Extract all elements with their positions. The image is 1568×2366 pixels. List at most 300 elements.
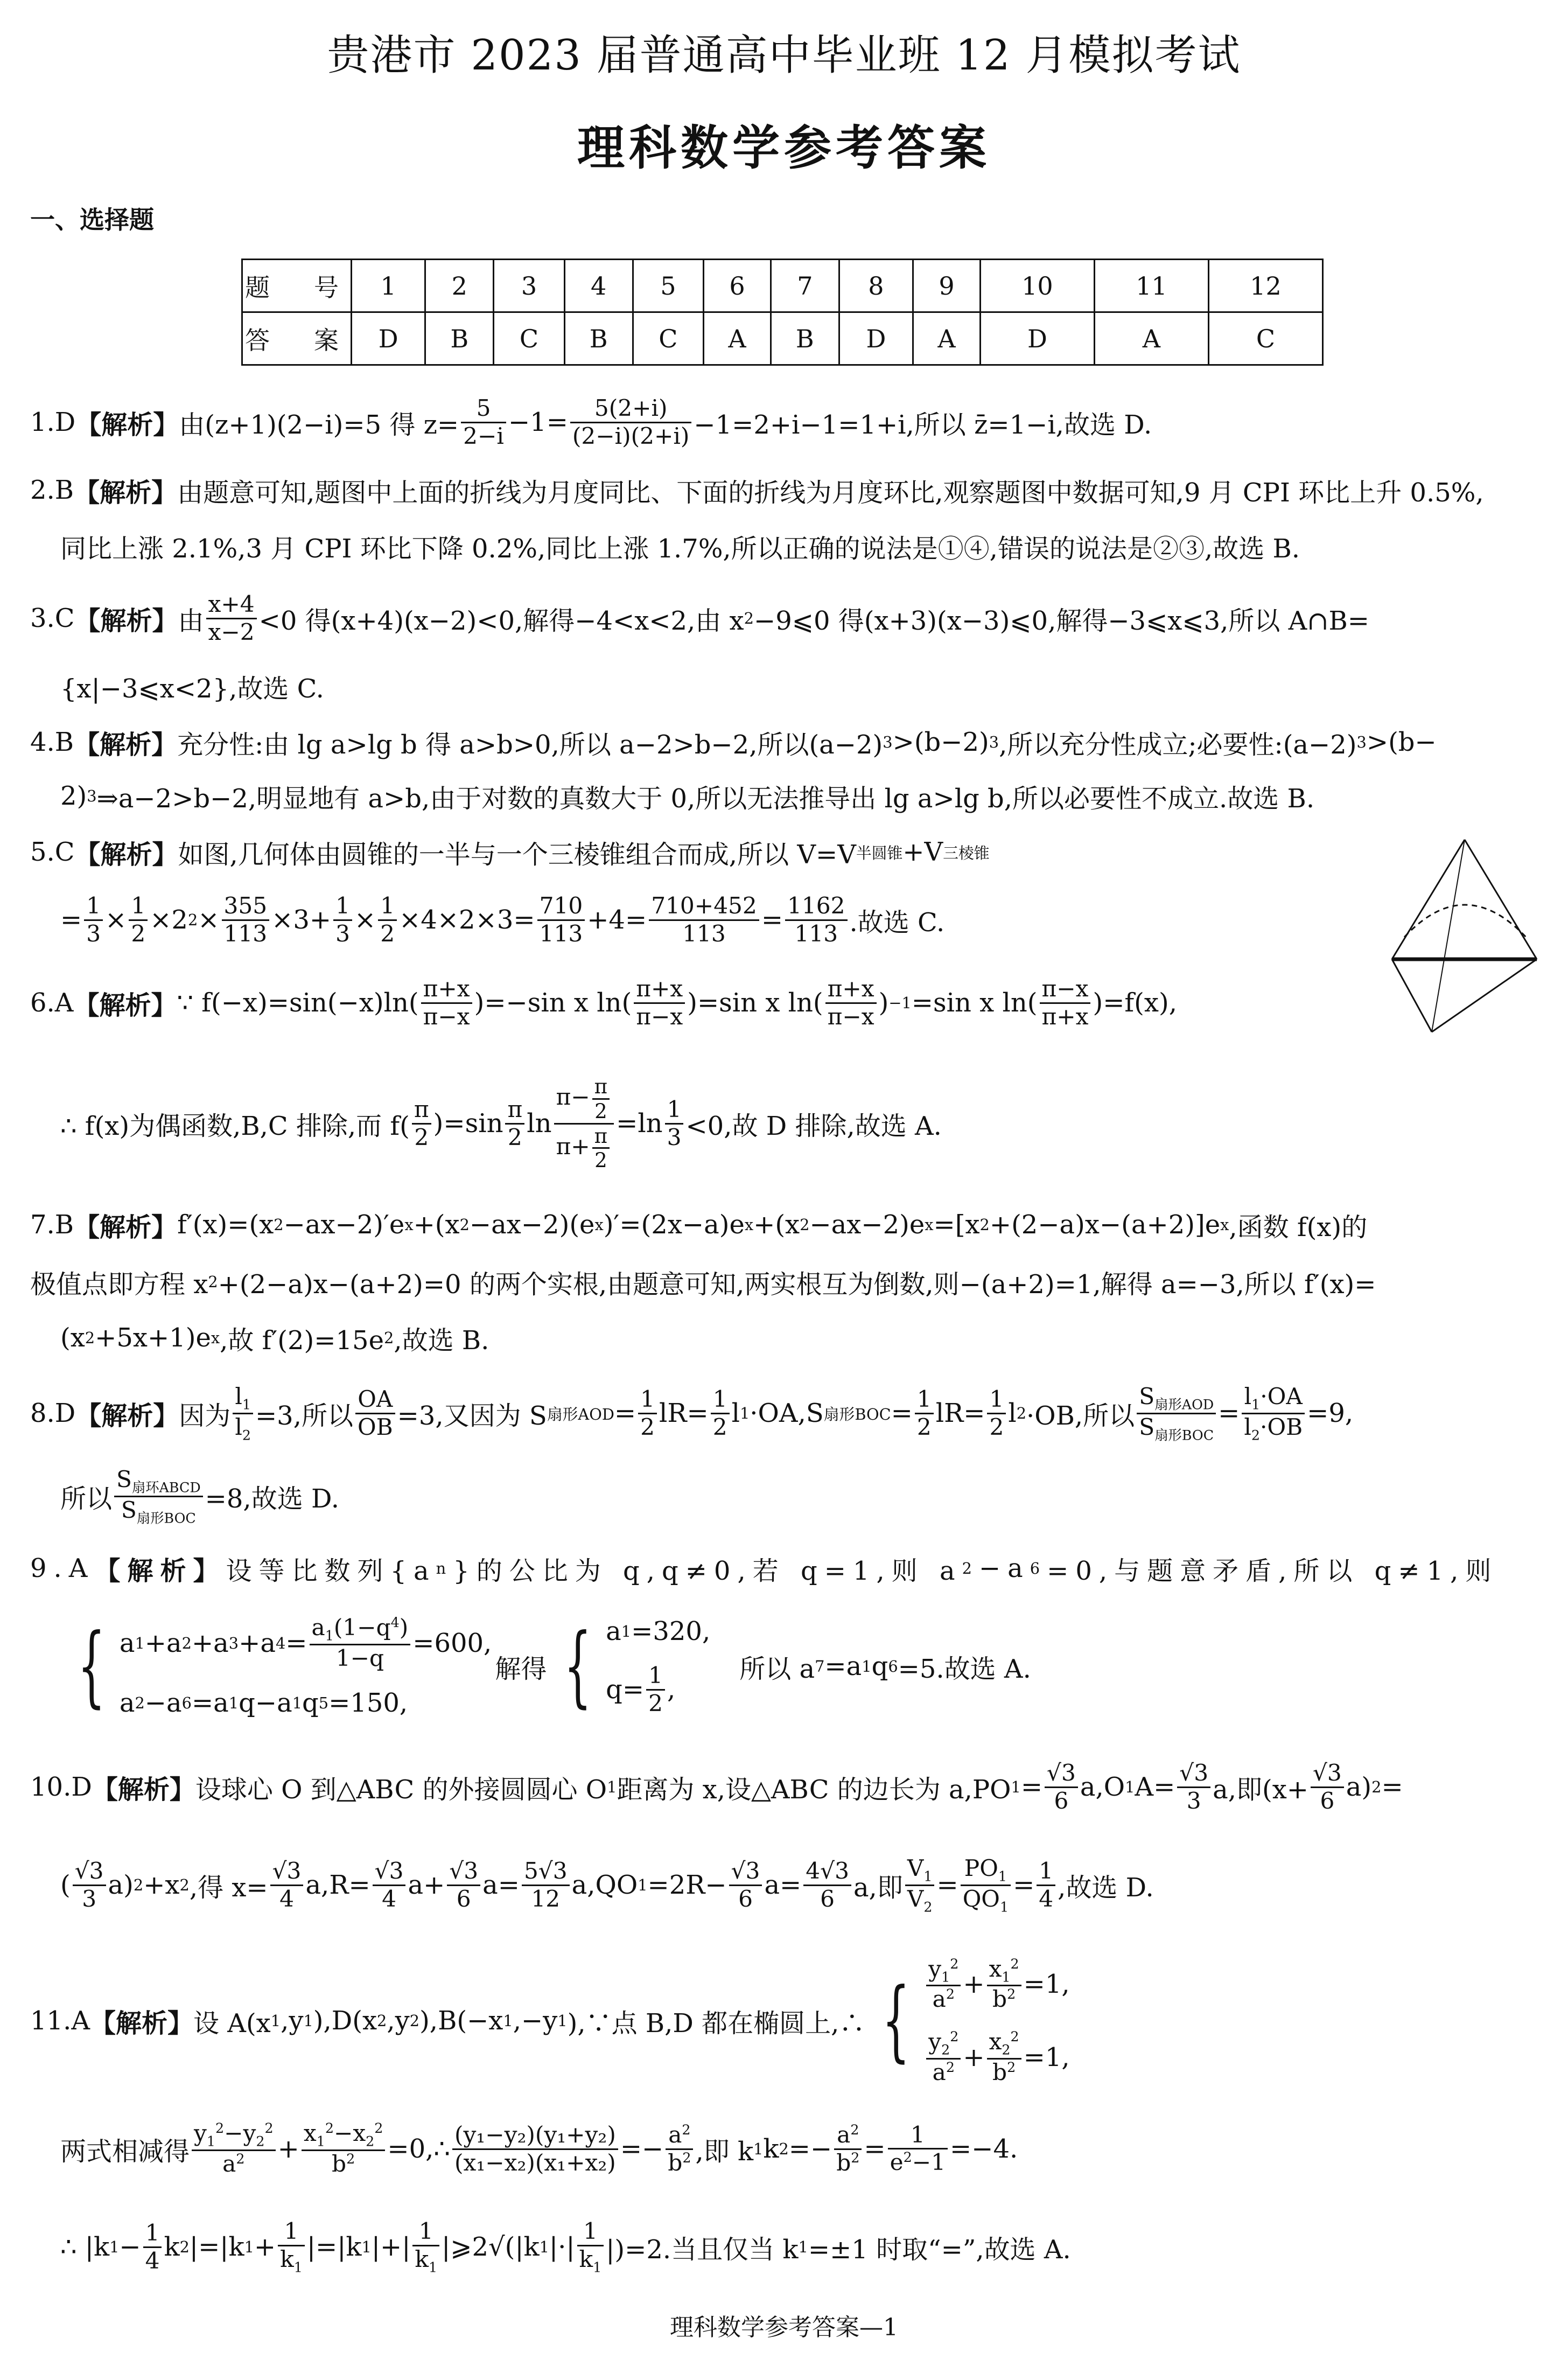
denominator [143,2248,162,2274]
superscript: 2 [950,1955,959,1972]
answer-cell: C [633,312,704,365]
numerator [785,893,847,921]
denominator [278,2246,305,2276]
numerator [577,2218,604,2246]
fraction [987,2029,1021,2085]
subscript: 1 [999,1898,1009,1915]
text-run: l [731,1398,740,1428]
denominator [129,921,148,947]
denominator [666,2150,693,2176]
text-run: a [837,2121,851,2148]
subscript: 半圆锥 [856,843,903,862]
text-run: 同比上涨 2.1%,3 月 CPI 环比下降 0.2%,同比上涨 1.7%,所以正确的说法是①④,错误的说法是②③,故选 B. [60,533,1300,564]
superscript: 3 [883,733,893,751]
subscript: 2 [923,1898,933,1915]
text-run: a,O [1080,1772,1125,1802]
numerator [1037,1858,1055,1886]
text-run: ∴ f(x)为偶函数,B,C 排除,而 f( [60,1111,410,1141]
analysis-label: 【解析】 [75,409,179,440]
fraction [634,976,685,1030]
text-run: =1, [1023,2042,1070,2072]
text-run: =sin x ln( [911,988,1038,1018]
text-run: =0,∴ [387,2134,450,2164]
text-run: 9.A [30,1553,95,1583]
text-run: 7.B [30,1210,74,1240]
text-run: ) [399,1614,409,1641]
text-run: 2−i [463,422,504,449]
numerator [302,2120,386,2151]
text-run: 4 [145,2247,160,2274]
denominator [378,921,397,947]
text-run: 因为 [179,1400,231,1431]
text-run: −x [333,2120,366,2147]
text-run: √3 [731,1857,760,1884]
solution-line [60,1602,1031,1731]
analysis-label: 【解析】 [92,1774,195,1805]
numerator [1137,1384,1216,1414]
text-run: ),B(−x [419,2006,503,2036]
numerator [554,1075,614,1124]
answer-cell: B [425,312,494,365]
denominator [461,423,506,450]
subscript: 1 [293,2259,303,2276]
subscript: 1 [753,2140,764,2158]
text-run: = [60,905,82,935]
text-run: (x [60,1323,85,1353]
text-run: π+ [556,1133,590,1160]
subscript: 1 [135,1634,145,1652]
subscript: 1 [593,2259,602,2276]
subscript: 6 [1030,1559,1047,1578]
text-run: 1 [712,1385,727,1412]
subscript: 1 [361,2238,372,2256]
subscript: 1 [923,1868,933,1885]
analysis-label: 【解析】 [90,2008,194,2039]
superscript: 2 [979,1216,990,1234]
fraction [577,2218,604,2275]
denominator [270,1886,304,1913]
text-run: 由 [178,605,204,636]
analysis-label: 【解析】 [74,839,178,870]
superscript: 3 [1356,733,1367,751]
text-run: a) [1346,1772,1372,1802]
text-run: = [936,1870,958,1900]
text-run: 1−q [335,1645,384,1672]
numerator [84,893,103,921]
fraction [711,1386,730,1440]
fraction [665,1097,684,1150]
text-run: ×3+ [271,905,332,935]
superscript: 2 [682,2149,691,2166]
fraction [421,976,472,1030]
text-run: 距离为 x,设△ABC 的边长为 a,PO [617,1774,1011,1805]
text-run: +x [143,1870,180,1900]
superscript: 2 [946,1986,955,2002]
numerator [987,2029,1021,2060]
fraction [1045,1760,1078,1814]
fraction [1040,976,1091,1030]
superscript: 2 [274,1216,284,1234]
text-run: π [594,1074,608,1099]
answer-cell: D [352,312,425,365]
numerator [987,1386,1006,1414]
superscript: x [1220,1216,1229,1234]
subscript: 1 [303,2012,313,2030]
solution-line [30,965,1177,1041]
subscript: 三棱锥 [943,843,990,862]
answer-cell: A [913,312,981,365]
text-run: +V [902,837,943,867]
fraction [666,2122,693,2176]
text-run: 710 [539,892,583,919]
text-run: ∵ f(−x)=sin(−x)ln( [177,988,419,1018]
subscript: 1 [242,1396,251,1413]
denominator [646,1691,665,1717]
denominator [905,1886,935,1915]
text-run: 5√3 [523,1857,568,1884]
text-run: π+x [423,975,470,1002]
text-run: )=f(x), [1093,988,1177,1018]
denominator [84,921,103,947]
denominator [421,1004,472,1030]
text-run: |+| [371,2232,411,2262]
text-run: =ln [616,1108,663,1139]
question-number-cell: 1 [352,260,425,312]
numerator [310,1615,411,1645]
text-run: π+x [827,975,874,1002]
text-run: )=sin x ln( [687,988,823,1018]
text-run: 由(z+1)(2−i)=5 得 z= [179,409,459,440]
text-run: π−x [827,1003,874,1030]
numerator [834,2122,862,2150]
denominator [834,2150,862,2176]
text-run: 2 [594,1099,607,1123]
superscript: 2 [208,1273,218,1291]
text-run: |=|k [306,2232,362,2262]
text-run: ·OB [1260,1413,1303,1440]
text-run: 113 [794,920,838,947]
text-run: 355 [223,892,268,919]
numerator [537,893,585,921]
text-run: 2 [712,1413,727,1440]
text-run: ),D(x [313,2006,377,2036]
numerator [1177,1760,1210,1788]
text-run: =320, [631,1616,711,1646]
text-run: 6 [738,1885,753,1912]
text-run: q= [606,1674,645,1705]
text-run: 2 [507,1123,522,1150]
denominator [825,1004,877,1030]
fraction [803,1858,851,1912]
fraction [129,893,148,947]
text-run: + [963,1969,985,2000]
analysis-label: 【解析】 [94,1555,226,1586]
text-run: OA [358,1385,393,1412]
superscript: 2 [215,2120,225,2137]
text-run: +(x [413,1210,460,1240]
text-run: π−x [423,1003,470,1030]
text-run: A= [1135,1772,1175,1802]
text-run: ln [527,1108,552,1139]
numerator [926,1956,961,1987]
text-run: b [668,2149,683,2176]
equation-system [868,1956,1069,2086]
text-run: = [761,905,783,935]
text-run: 5.C [30,837,75,867]
text-run: 4 [382,1885,396,1912]
numerator [638,1386,657,1414]
text-run: >(b−2) [892,727,989,757]
denominator [114,1497,203,1526]
denominator [505,1125,524,1151]
text-run: = [1381,1772,1403,1802]
text-run: (1−q [333,1614,391,1641]
superscript: 2 [950,2028,959,2044]
text-run: )=−sin x ln( [474,988,632,1018]
text-run: + [277,2134,299,2164]
denominator [592,1100,610,1123]
text-run: =9, [1307,1398,1354,1428]
text-run: 5 [476,394,491,421]
text-run: 4 [279,1885,294,1912]
system-rows [924,1956,1069,2086]
text-run: = [1218,1398,1240,1428]
fraction [192,2120,276,2177]
superscript: 2 [264,2120,274,2137]
text-run: 2 [916,1413,932,1440]
text-run: −ax−2)′e [283,1210,405,1240]
text-run: 设 A(x [193,2008,271,2039]
question-number-cell: 6 [704,260,771,312]
text-run: 如图,几何体由圆锥的一半与一个三棱锥组合而成,所以 V=V [178,839,856,870]
numerator [412,1097,431,1125]
answer-label: 答 案 [242,312,352,365]
text-run: 1 [131,892,146,919]
superscript: 2 [187,911,198,929]
numerator [233,1384,253,1414]
text-run: = [864,2134,886,2164]
text-run: ( [60,1870,71,1900]
text-run: 1 [380,892,395,919]
question-number-cell: 12 [1208,260,1322,312]
subscript: 扇形BOC [1154,1426,1214,1443]
text-run: π+x [1041,1003,1089,1030]
text-run: 2) [60,781,87,811]
subscript: 1 [998,1868,1007,1885]
numerator [129,893,148,921]
solution-line [60,1458,339,1534]
subscript: 1 [798,2238,808,2256]
text-run: +(2−a)x−(a+2)]e [989,1210,1221,1240]
text-run: a [119,1628,135,1658]
numerator [333,893,352,921]
superscript: 2 [459,1216,470,1234]
denominator [554,1125,614,1172]
text-run: ,y [387,2006,410,2036]
denominator [1037,1886,1055,1913]
superscript: x [594,1216,604,1234]
text-run: ·OB,所以 [1026,1400,1135,1431]
subscript: 1 [1002,1969,1011,1985]
fraction [84,893,103,947]
superscript: −1 [888,994,912,1012]
text-run: a [311,1614,325,1641]
denominator [522,1886,570,1913]
numerator [373,1858,406,1886]
denominator [233,1414,253,1443]
answer-cell: A [1094,312,1208,365]
text-run: lR= [659,1398,709,1428]
text-run: ,−y [513,2006,558,2036]
subscript: 1 [109,2238,120,2256]
text-run: .故选 C. [849,907,945,938]
document-subtitle: 理科数学参考答案 [577,120,991,176]
text-run: 2.B [30,475,74,505]
text-run: |⩾2√(|k [442,2232,540,2262]
text-run: a,即(x+ [1213,1774,1308,1805]
solution-line [60,882,944,958]
fraction [270,1858,304,1912]
numerator [222,893,270,921]
numerator [192,2120,276,2151]
text-run: +a [239,1628,276,1658]
numerator [888,2122,948,2150]
text-run: a [668,2121,682,2148]
text-run: l [1244,1413,1251,1440]
superscript: 2 [1371,1778,1382,1796]
analysis-label: 【解析】 [74,477,178,508]
text-run: lR= [935,1398,985,1428]
text-run: y [928,2028,942,2055]
text-run: × [198,905,220,935]
numerator [905,1855,935,1886]
text-run: =− [620,2134,664,2164]
fraction [592,1125,610,1172]
subscript: 1 [607,1778,617,1796]
subscript: 2 [1002,2041,1011,2058]
text-run: a+ [408,1870,445,1900]
text-run: =− [788,2134,832,2164]
denominator [1177,1788,1210,1814]
text-run: 4 [1039,1885,1054,1912]
text-run: ,故选 B. [394,1325,489,1356]
denominator [222,921,270,947]
superscript: 2 [1007,1986,1016,2002]
text-run: 2 [648,1690,663,1716]
text-run: √3 [272,1857,302,1884]
text-run: 8.D [30,1398,76,1428]
fraction [825,976,877,1030]
text-run: +4= [587,905,647,935]
subscript: 2 [1016,1404,1027,1422]
fraction [378,893,397,947]
exam-title: 贵港市 2023 届普通高中毕业班 12 月模拟考试 [327,31,1241,80]
text-run: √3 [1313,1759,1342,1786]
answer-cell: C [494,312,565,365]
fraction [1242,1384,1305,1443]
denominator [634,1004,685,1030]
subscript: 1 [1125,1778,1135,1796]
denominator [987,2060,1021,2086]
text-run: a,R= [305,1870,370,1900]
text-run: 1 [640,1385,655,1412]
text-run: π−x [636,1003,683,1030]
text-run: ,函数 f(x)的 [1229,1212,1368,1243]
subscript: 1 [206,2133,216,2149]
subscript: 7 [815,1657,825,1676]
text-run: q−a [239,1687,292,1718]
text-run: QO [962,1885,1000,1912]
fraction [987,1386,1006,1440]
text-run: )′=(2x−a)e [603,1210,745,1240]
system-rows [606,1616,710,1716]
numerator [412,2218,439,2246]
fraction [592,1075,610,1122]
subscript: 3 [228,1634,239,1652]
text-run: l [235,1383,242,1409]
text-run: √3 [374,1857,404,1884]
text-run: 1 [418,2218,433,2245]
subscript: 1 [325,1627,334,1644]
text-run: |·| [549,2232,575,2262]
text-run: =150, [328,1687,408,1718]
superscript: 2 [946,2058,955,2075]
text-run: y [928,1955,942,1982]
text-run: 5(2+i) [594,394,668,421]
subscript: 1 [270,2012,281,2030]
numerator [270,1858,304,1886]
fraction [905,1855,935,1915]
text-run: 710+452 [651,892,757,919]
text-run: −9⩽0 得(x+3)(x−3)⩽0,解得−3⩽x⩽3,所以 A∩B= [753,605,1370,636]
system-row [120,1688,492,1718]
text-run: S [1139,1383,1155,1409]
text-run: 2 [414,1123,429,1150]
denominator [592,1149,610,1172]
numerator [646,1663,665,1691]
fraction [1037,1858,1055,1912]
superscript: 2 [236,2151,245,2167]
subscript: 2 [962,1559,979,1578]
numerator [570,395,691,423]
subscript: 4 [275,1634,286,1652]
numerator [447,1858,480,1886]
subscript: 1 [638,1876,648,1894]
superscript: 2 [85,1329,95,1347]
text-run: =0,与题意矛盾,所以 q≠1,则 [1047,1555,1499,1586]
text-run: 3.C [30,603,75,633]
superscript: x [744,1216,754,1234]
text-run: k [164,2232,180,2262]
text-run: a [932,2058,946,2085]
fraction [278,2218,305,2275]
denominator [711,1414,730,1441]
equation-system [64,1615,492,1718]
text-run: b [332,2151,347,2177]
text-run: +5x+1)e [95,1323,211,1353]
text-run: b [992,1986,1007,2013]
numerator [665,1097,684,1125]
subscript: 1 [941,1969,950,1985]
text-run: −1= [508,407,568,437]
text-run: =−4. [950,2134,1018,2164]
equation-system [550,1616,710,1716]
text-run: =8,故选 D. [205,1483,339,1514]
numerator [729,1858,762,1886]
solution-line [30,1956,1073,2085]
subscript: 1 [621,1622,632,1641]
subscript: 2 [135,1693,145,1712]
